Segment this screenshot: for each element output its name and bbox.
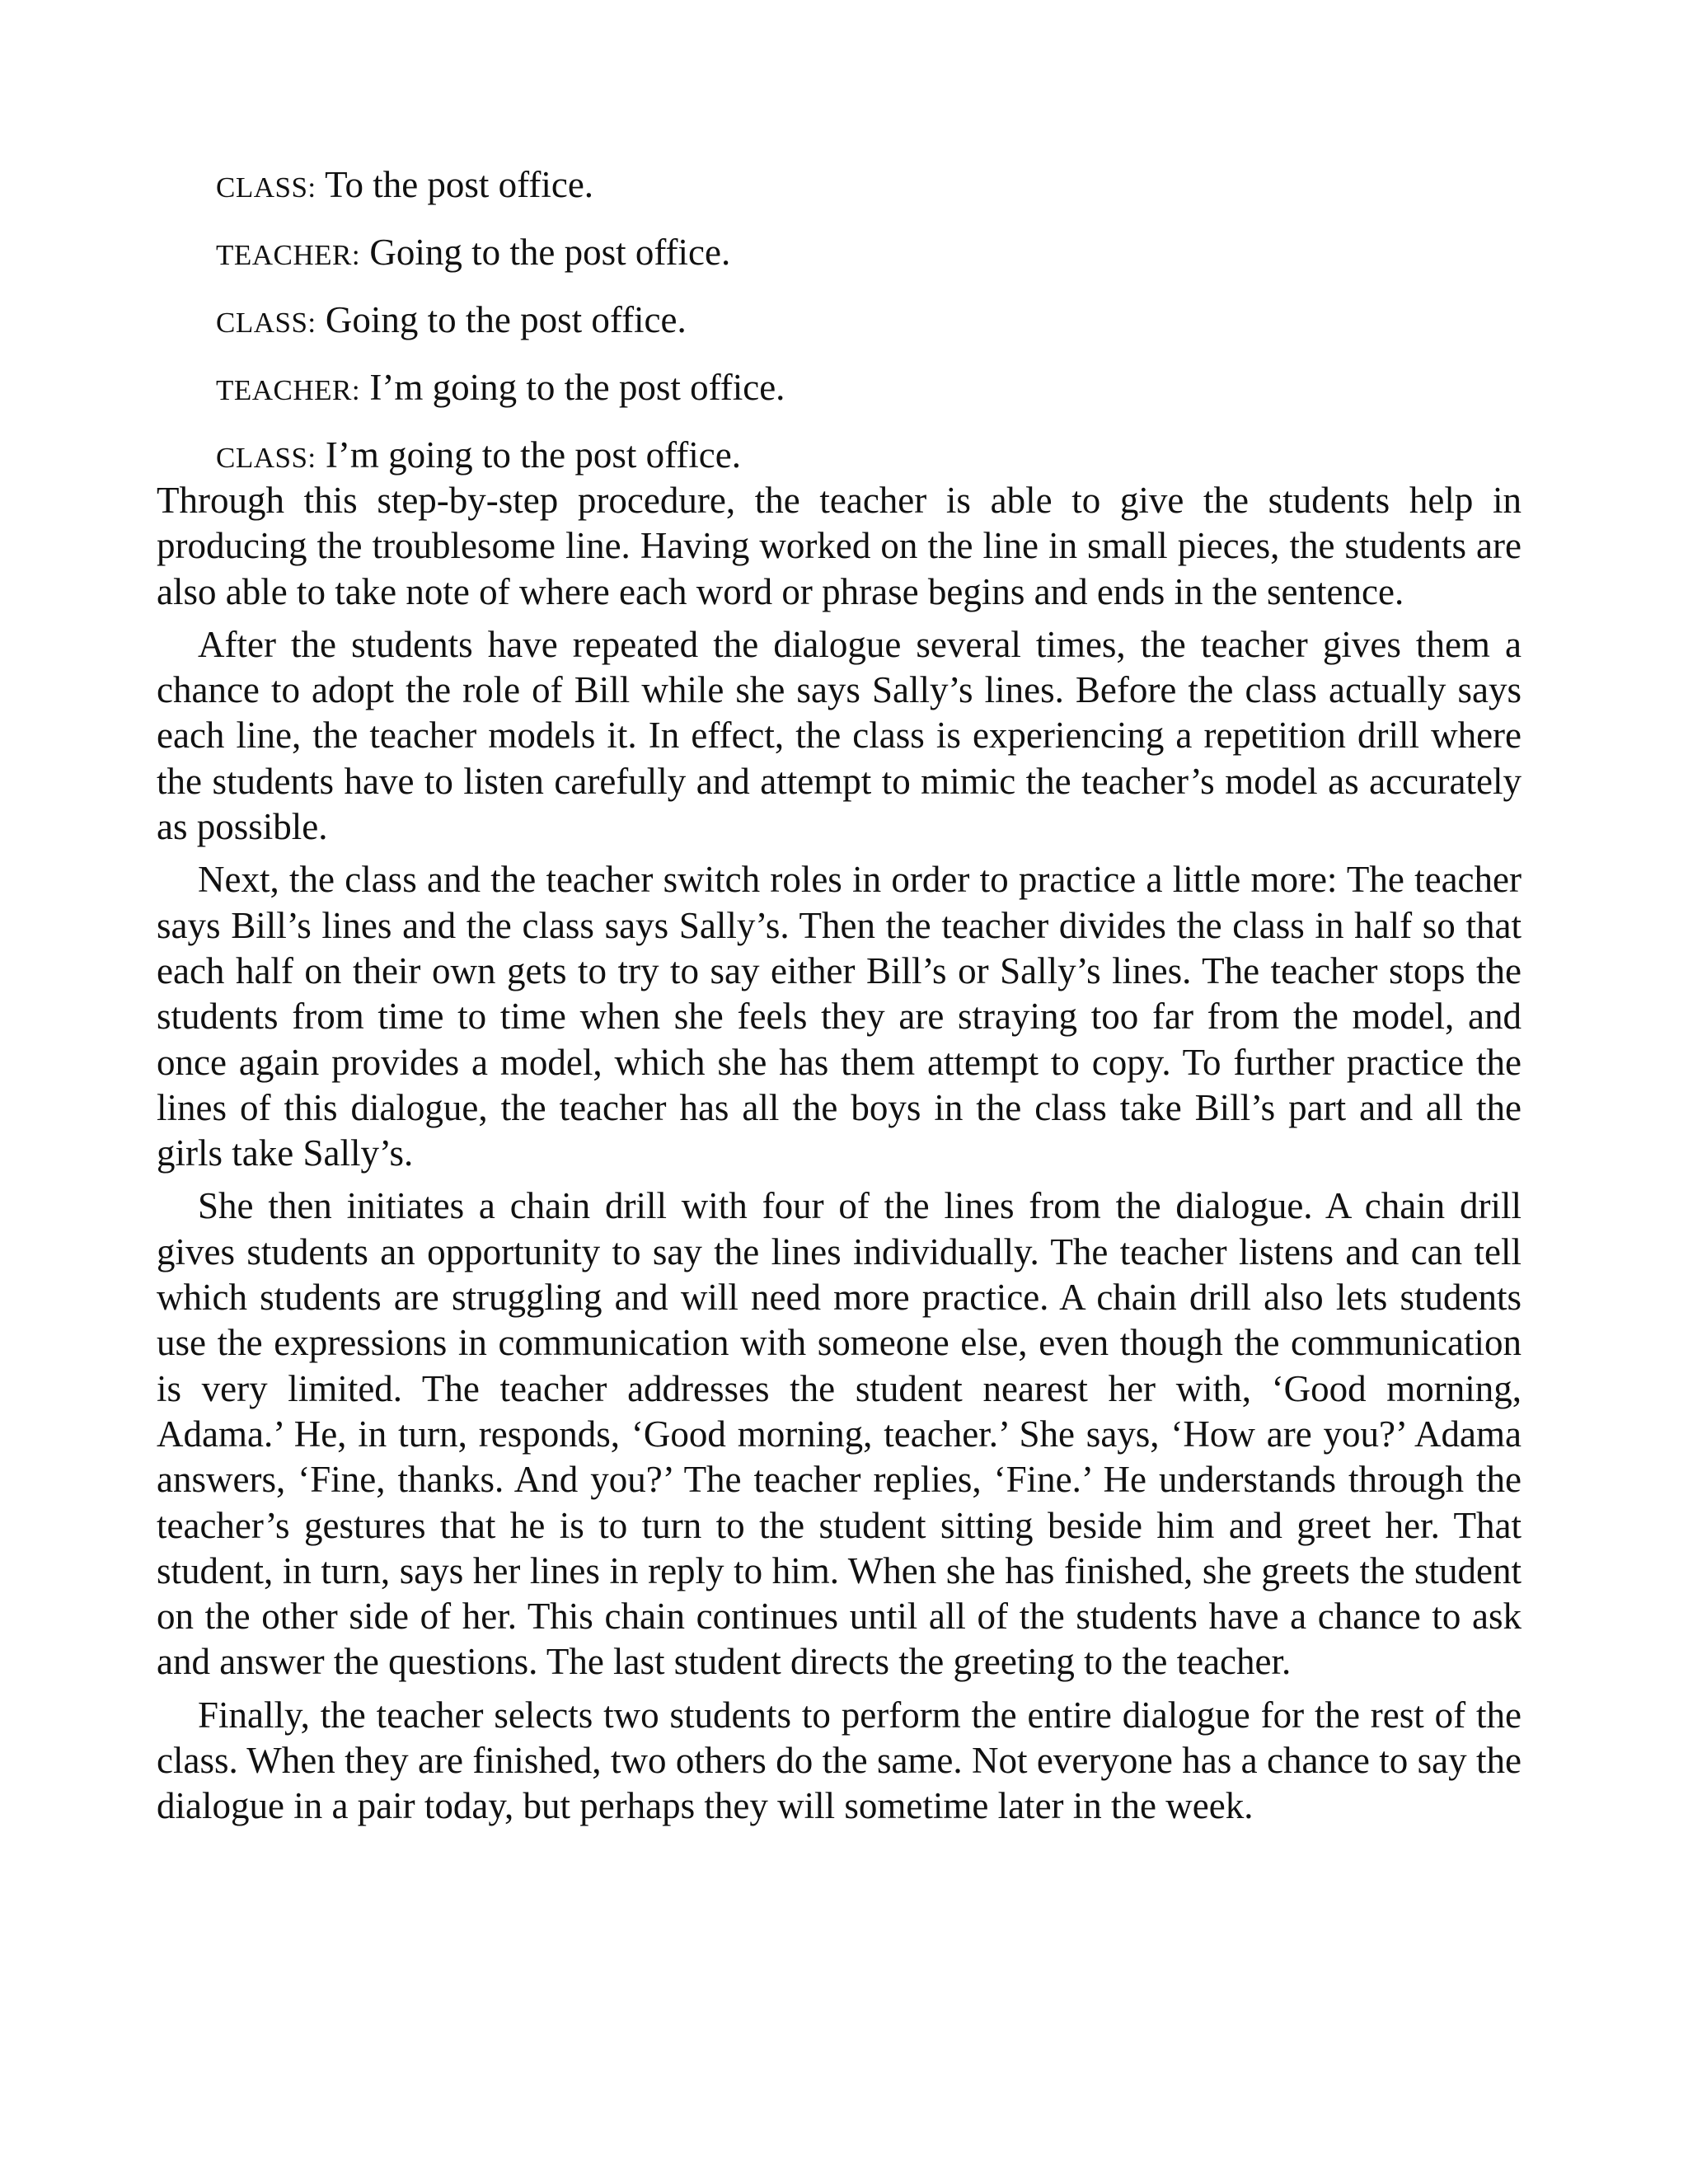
dialogue-text: Going to the post office. <box>369 232 731 273</box>
dialogue-line <box>216 355 1535 423</box>
dialogue-line <box>216 220 1535 288</box>
paragraph: Next, the class and the teacher switch roles in order to practice a little more: The teacher says Bill’s lines and the class says Sally’s. Then the teacher divides the class in half so that each half on their own gets to try to say either Bill’s or Sally’s lines. The teacher stops the students from time to time when she feels they are straying too far from the model, and once again provides a model, which she has them attempt to copy. To further practice the lines of this dialogue, the teacher has all the boys in the class take Bill’s part and all the girls take Sally’s. <box>157 859 1522 1174</box>
body-text <box>157 478 1522 1837</box>
dialogue-text: I’m going to the post office. <box>369 367 785 408</box>
speaker-label: CLASS: <box>216 307 316 339</box>
paragraph: Through this step-by-step procedure, the teacher is able to give the students help in producing the troublesome line. Having worked on the line in small pieces, the students are also able to take note of where each word or phrase begins and ends in the sentence. <box>157 480 1522 612</box>
dialogue-block <box>216 152 1535 490</box>
speaker-label: TEACHER: <box>216 239 361 271</box>
dialogue-line <box>216 152 1535 220</box>
dialogue-text: To the post office. <box>325 164 594 205</box>
speaker-label: TEACHER: <box>216 374 361 406</box>
speaker-label: CLASS: <box>216 442 316 474</box>
dialogue-text: I’m going to the post office. <box>325 434 741 476</box>
paragraph: Finally, the teacher selects two students to perform the entire dialogue for the rest of the class. When they are finished, two others do the same. Not everyone has a chance to say the dialogue in a pair today, but perhaps they will sometime later in the week. <box>157 1694 1522 1827</box>
dialogue-line <box>216 288 1535 355</box>
paragraph: After the students have repeated the dialogue several times, the teacher gives them a chance to adopt the role of Bill while she says Sally’s lines. Before the class actually says each line, the teacher models it. In effect, the class is experiencing a repetition drill where the students have to listen carefully and attempt to mimic the teacher’s model as accurately as possible. <box>157 623 1522 848</box>
speaker-label: CLASS: <box>216 171 316 204</box>
dialogue-text: Going to the post office. <box>325 299 687 340</box>
paragraph: She then initiates a chain drill with four of the lines from the dialogue. A chain drill gives students an opportunity to say the lines individually. The teacher listens and can tell which students are struggling and will need more practice. A chain drill also lets students use the expressions in communication with someone else, even though the communication is very limited. The teacher addresses the student nearest her with, ‘Good morning, Adama.’ He, in turn, responds, ‘Good morning, teacher.’ She says, ‘How are you?’ Adama answers, ‘Fine, thanks. And you?’ The teacher replies, ‘Fine.’ He understands through the teacher’s gestures that he is to turn to the student sitting beside him and greet her. That student, in turn, says her lines in reply to him. When she has finished, she greets the student on the other side of her. This chain continues until all of the students have a chance to ask and answer the questions. The last student directs the greeting to the teacher. <box>157 1185 1522 1683</box>
